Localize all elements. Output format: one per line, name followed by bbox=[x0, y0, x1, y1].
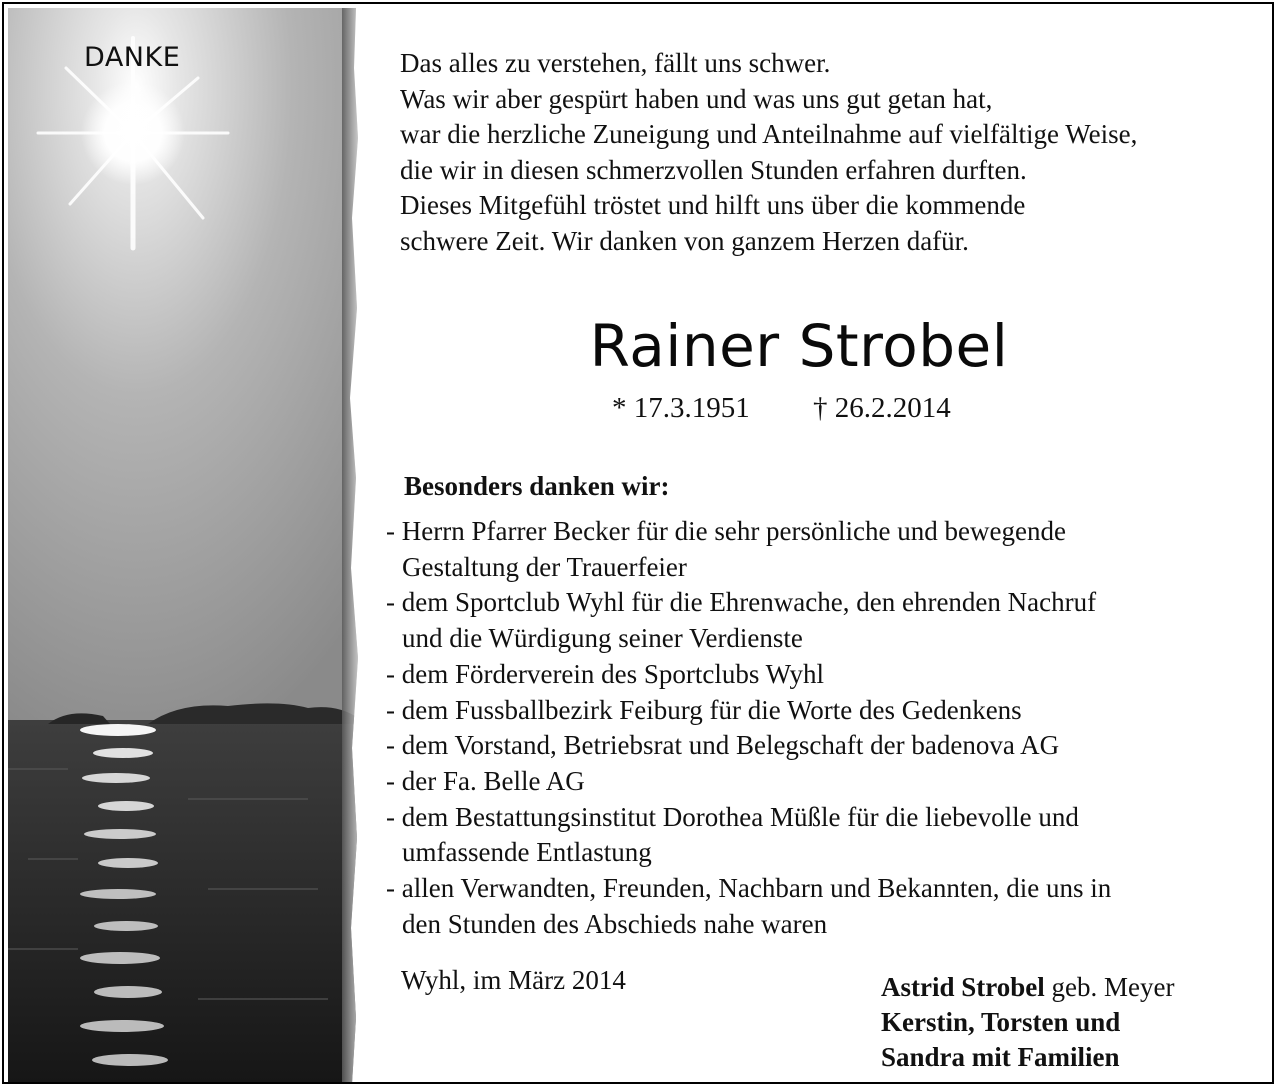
thanks-item: - dem Sportclub Wyhl für die Ehrenwache, den ehrenden Nachruf bbox=[386, 587, 1097, 618]
signature-line-1 bbox=[881, 970, 1174, 1005]
life-dates bbox=[612, 392, 951, 425]
thanks-item: - dem Förderverein des Sportclubs Wyhl bbox=[386, 658, 825, 689]
thanks-item: - Herrn Pfarrer Becker für die sehr persönliche und bewegende bbox=[386, 516, 1066, 546]
deceased-name: Rainer Strobel bbox=[589, 312, 1009, 380]
intro-line: war die herzliche Zuneigung und Anteilnahme auf vielfältige Weise, bbox=[400, 119, 1138, 149]
thanks-item-continuation: umfassende Entlastung bbox=[402, 837, 652, 868]
intro-line: schwere Zeit. Wir danken von ganzem Herzen dafür. bbox=[400, 225, 969, 256]
thanks-item: - dem Fussballbezirk Feiburg für die Worte des Gedenkens bbox=[386, 694, 1022, 725]
thanks-list bbox=[386, 514, 1111, 942]
intro-line: Das alles zu verstehen, fällt uns schwer. bbox=[400, 48, 831, 78]
thanks-item-continuation: Gestaltung der Trauerfeier bbox=[402, 551, 687, 582]
birth-date: * 17.3.1951 bbox=[612, 392, 750, 424]
sunset-illustration bbox=[8, 8, 374, 1084]
signature-line-3: Sandra mit Familien bbox=[881, 1042, 1120, 1072]
photo-title: DANKE bbox=[84, 42, 181, 73]
thanks-item: - allen Verwandten, Freunden, Nachbarn und Bekannten, die uns in bbox=[386, 873, 1112, 904]
signature-maiden-name: geb. Meyer bbox=[1044, 972, 1175, 1002]
intro-line: die wir in diesen schmerzvollen Stunden erfahren durften. bbox=[400, 154, 1027, 185]
thanks-item: - dem Bestattungsinstitut Dorothea Müßle für die liebevolle und bbox=[386, 801, 1079, 832]
obituary-notice bbox=[2, 2, 1274, 1084]
place-date: Wyhl, im März 2014 bbox=[401, 965, 626, 995]
thanks-item: - dem Vorstand, Betriebsrat und Belegschaft der badenova AG bbox=[386, 730, 1060, 761]
intro-paragraph bbox=[400, 46, 1137, 259]
thanks-item: - der Fa. Belle AG bbox=[386, 765, 585, 796]
thanks-heading: Besonders danken wir: bbox=[404, 471, 670, 501]
thanks-item-continuation: und die Würdigung seiner Verdienste bbox=[402, 623, 803, 654]
intro-line: Was wir aber gespürt haben und was uns gut getan hat, bbox=[400, 83, 993, 114]
intro-line: Dieses Mitgefühl tröstet und hilft uns über die kommende bbox=[400, 190, 1026, 220]
signature-line-2: Kerstin, Torsten und bbox=[881, 1007, 1121, 1037]
thanks-item-continuation: den Stunden des Abschieds nahe waren bbox=[402, 908, 828, 939]
death-date: † 26.2.2014 bbox=[813, 392, 951, 424]
sunset-sea-photo bbox=[8, 8, 374, 1084]
signature-block bbox=[881, 970, 1174, 1075]
signature-main-name: Astrid Strobel bbox=[881, 972, 1045, 1002]
